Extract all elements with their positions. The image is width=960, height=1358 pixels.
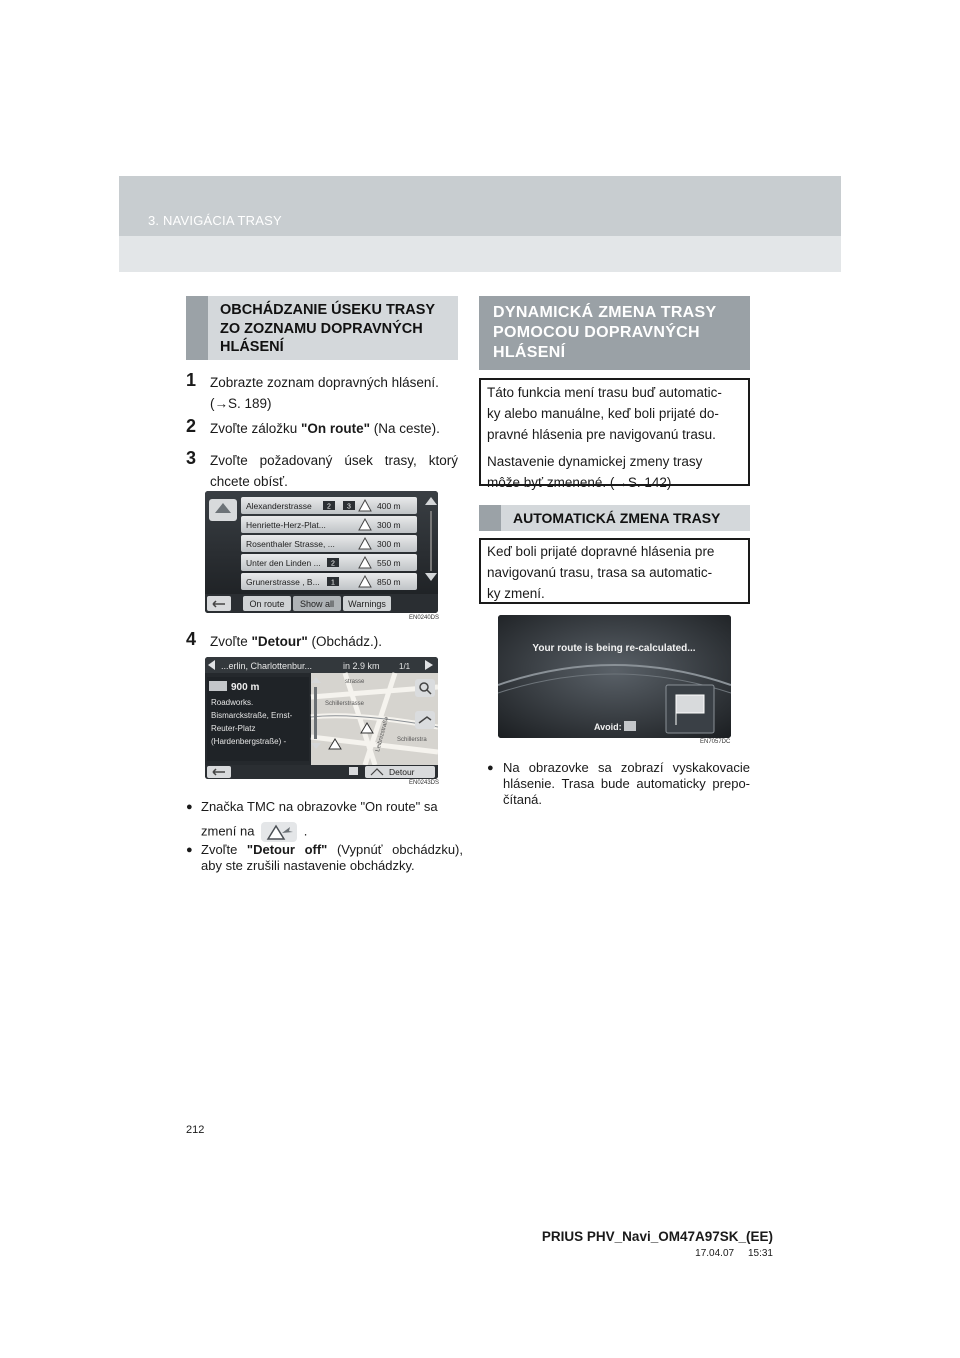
street-name: Grunerstrasse , B... (246, 577, 320, 587)
scrollbar[interactable] (430, 511, 432, 571)
box-line: Táto funkcia mení trasu buď automatic- (487, 385, 722, 400)
route-distance: in 2.9 km (343, 661, 380, 671)
step-text: Zvoľte požadovaný úsek trasy, ktorý chcete obísť. (210, 453, 458, 489)
zoom-button[interactable] (415, 679, 435, 697)
header-band-lower (119, 236, 841, 272)
route-title: ...erlin, Charlottenbur... (221, 661, 313, 671)
image-code: EN7057DC (700, 739, 731, 745)
map-label: Schillerstrasse (325, 701, 365, 707)
bullet-text: zmení na (201, 823, 255, 839)
heading-accent-bar (186, 296, 208, 360)
detail-line: Roadworks. (211, 698, 254, 707)
bullet-emphasis: "Detour off" (246, 842, 328, 857)
box-line: ky alebo manuálne, keď boli prijaté do- (487, 406, 719, 421)
heading-line-3: HLÁSENÍ (220, 339, 284, 355)
distance-icon (209, 681, 227, 691)
route-number-text: 2 (327, 503, 331, 511)
step-3 (186, 450, 458, 494)
recalculation-screenshot (498, 615, 731, 738)
map-label: strasse (345, 679, 365, 685)
detail-line: Reuter-Platz (211, 724, 256, 733)
heading-line-2: ZO ZOZNAMU DOPRAVNÝCH (220, 320, 423, 337)
row-distance: 400 m (377, 501, 401, 511)
heading-line-2: POMOCOU DOPRAVNÝCH (493, 324, 700, 341)
street-name: Unter den Linden ... (246, 558, 321, 568)
tab-label: Warnings (348, 599, 386, 609)
bullet-text: Na obrazovke sa zobrazí vyskakovacie hlásenie. Trasa bude automaticky prepo-čítaná. (503, 760, 750, 807)
traffic-row[interactable] (241, 516, 417, 533)
document-id: PRIUS PHV_Navi_OM47A97SK_(EE) (541, 1229, 773, 1244)
bullet-icon: ● (186, 844, 193, 856)
bullet-2 (186, 842, 464, 876)
street-name: Alexanderstrasse (246, 501, 312, 511)
page-reference: (→S. 189) (210, 396, 272, 411)
left-section-heading (186, 296, 458, 360)
step-emphasis: "Detour" (251, 634, 308, 649)
heading-accent-bar (479, 505, 501, 531)
section-title: 3. NAVIGÁCIA TRASY (148, 213, 282, 228)
tmc-detour-icon (260, 821, 298, 843)
traffic-list-screenshot (205, 491, 438, 613)
box-line: pravné hlásenia pre navigovanú trasu. (487, 427, 716, 442)
heading-line-1: OBCHÁDZANIE ÚSEKU TRASY (220, 302, 436, 318)
step-text-suffix: (Obchádz.). (307, 634, 383, 649)
step-number: 2 (186, 416, 197, 436)
box-line: môže byť zmenené. (→S. 142) (487, 475, 672, 490)
street-name: Henriette-Herz-Plat... (246, 520, 326, 530)
step-text: Zobrazte zoznam dopravných hlásení. (210, 375, 439, 390)
bullet-icon: ● (487, 762, 494, 774)
box-line: navigovanú trasu, trasa sa automatic- (487, 565, 713, 580)
traffic-list-display (205, 491, 438, 613)
info-icon (349, 767, 358, 775)
route-number-text: 1 (331, 579, 335, 587)
bullet-icon: ● (186, 801, 193, 813)
bullet-text-end: . (303, 823, 308, 839)
box-line: ky zmení. (487, 586, 545, 601)
row-distance: 850 m (377, 577, 401, 587)
street-name: Rosenthaler Strasse, ... (246, 539, 335, 549)
right-bullet (479, 760, 750, 810)
detour-screenshot (205, 657, 438, 779)
recalculating-message: Your route is being re-calculated... (532, 643, 696, 654)
step-4 (186, 631, 458, 655)
step-text: Zvoľte (210, 634, 252, 649)
info-box-dynamic-reroute (479, 378, 750, 490)
detail-line: Bismarckstraße, Ernst- (211, 711, 293, 720)
bullet-text: Zvoľte (201, 842, 247, 857)
heading-line-1: DYNAMICKÁ ZMENA TRASY (493, 304, 717, 321)
detail-line: (Hardenbergstraße) - (211, 737, 287, 746)
step-number: 4 (186, 629, 197, 649)
detour-label: Detour (389, 767, 415, 777)
detour-display (205, 657, 438, 779)
page-number: 212 (186, 1124, 205, 1136)
map-label: Leibnizstraße (375, 716, 391, 753)
row-distance: 300 m (377, 539, 401, 549)
image-code: EN0243DS (409, 780, 440, 786)
heading-line-3: HLÁSENÍ (493, 344, 566, 361)
box-line: Nastavenie dynamickej zmeny trasy (487, 454, 703, 469)
avoid-icon (624, 721, 636, 731)
avoid-label: Avoid: (594, 722, 622, 732)
reroute-button[interactable] (415, 711, 435, 729)
image-code: EN0240DS (409, 615, 440, 621)
traffic-row[interactable] (241, 535, 417, 552)
bullet-1 (186, 799, 464, 841)
step-emphasis: "On route" (300, 421, 371, 436)
row-distance: 300 m (377, 520, 401, 530)
bullet-text: Značka TMC na obrazovke "On route" sa (201, 799, 438, 814)
box-line: Keď boli prijaté dopravné hlásenia pre (487, 544, 715, 559)
traffic-rows (241, 497, 417, 590)
step-text-suffix: (Na ceste). (370, 421, 440, 436)
map-label: Schillerstra (397, 737, 427, 743)
detail-distance: 900 m (231, 682, 260, 693)
tab-label: Show all (299, 599, 335, 609)
step-2 (186, 418, 458, 442)
step-number: 3 (186, 448, 197, 468)
scrollbar[interactable] (314, 687, 317, 739)
print-timestamp: 17.04.07 15:31 (695, 1248, 773, 1259)
info-box-auto-reroute (479, 538, 750, 604)
route-number-text: 3 (347, 503, 351, 511)
recalculation-display (498, 615, 731, 738)
right-section-heading (479, 296, 750, 370)
page-indicator: 1/1 (399, 662, 411, 671)
row-distance: 550 m (377, 558, 401, 568)
step-number: 1 (186, 370, 197, 390)
bullet-text-suffix: (Vypnúť obchádzku), aby ste zrušili nastavenie obchádzky. (201, 842, 463, 873)
route-number-text: 2 (331, 560, 335, 568)
subsection-heading: AUTOMATICKÁ ZMENA TRASY (479, 505, 750, 531)
step-1 (186, 372, 458, 416)
tab-label: On route (249, 599, 285, 609)
step-text: Zvoľte záložku (210, 421, 301, 436)
